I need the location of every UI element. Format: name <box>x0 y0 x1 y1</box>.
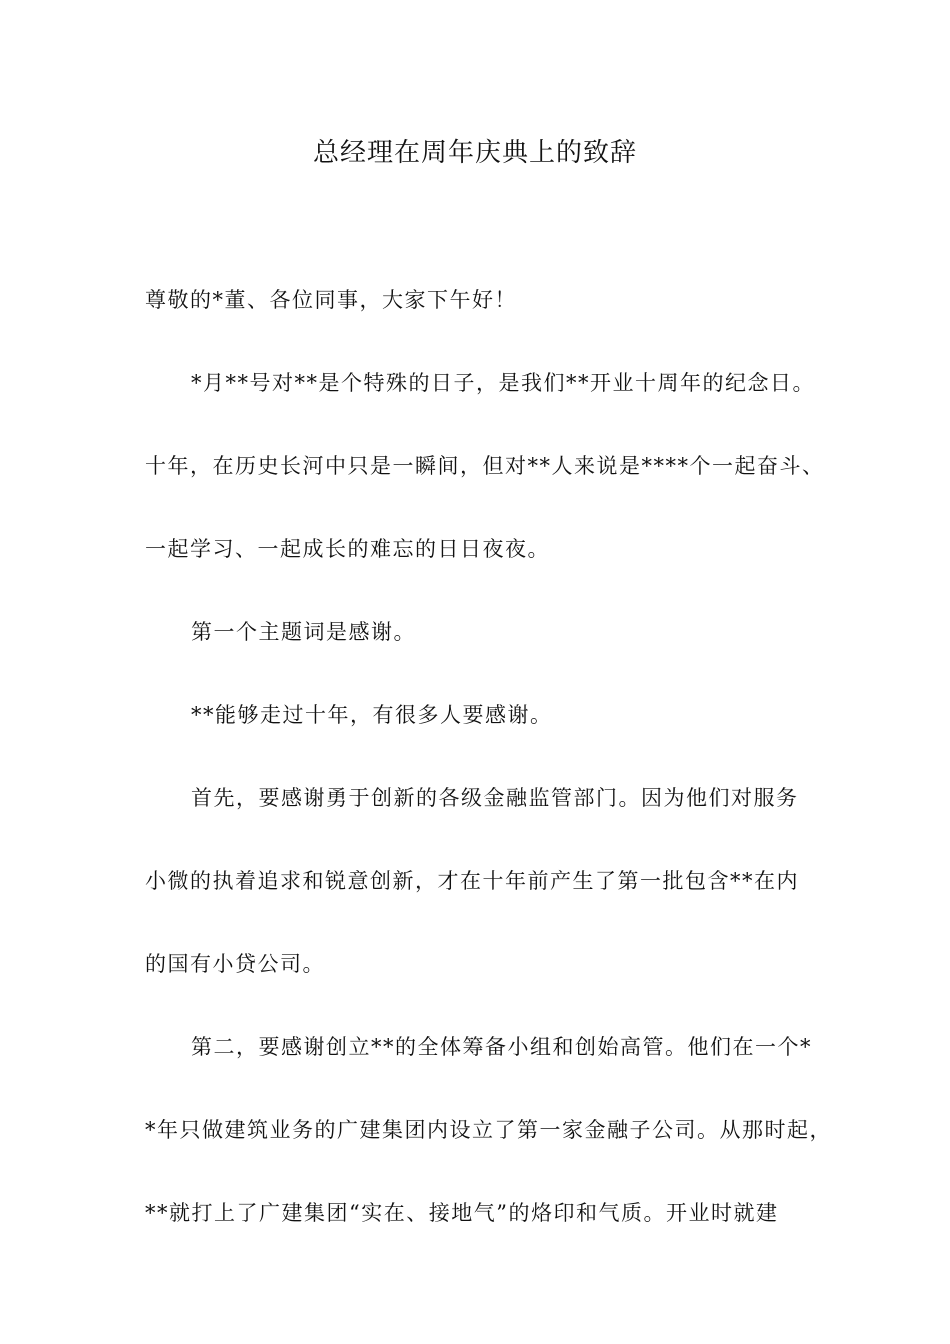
paragraph-line: **就打上了广建集团“实在、接地气”的烙印和气质。开业时就建 <box>145 1201 779 1225</box>
document-body <box>145 280 832 1276</box>
paragraph-line: 首先，要感谢勇于创新的各级金融监管部门。因为他们对服务 <box>191 786 799 810</box>
paragraph-line: 十年，在历史长河中只是一瞬间，但对**人来说是****个一起奋斗、 <box>145 454 825 478</box>
paragraph-line: 第二，要感谢创立**的全体筹备小组和创始高管。他们在一个* <box>191 1035 812 1059</box>
paragraph-line: *月**号对**是个特殊的日子，是我们**开业十周年的纪念日。 <box>191 371 815 395</box>
salutation-line: 尊敬的*董、各位同事，大家下午好！ <box>145 288 517 312</box>
paragraph-line: **能够走过十年，有很多人要感谢。 <box>191 703 553 727</box>
paragraph-line: 一起学习、一起成长的难忘的日日夜夜。 <box>145 537 550 561</box>
paragraph-line: *年只做建筑业务的广建集团内设立了第一家金融子公司。从那时起， <box>145 1118 832 1142</box>
paragraph-line: 的国有小贷公司。 <box>145 952 325 976</box>
paragraph-line: 第一个主题词是感谢。 <box>191 620 416 644</box>
paragraph-line: 小微的执着追求和锐意创新，才在十年前产生了第一批包含**在内 <box>145 869 799 893</box>
document-title: 总经理在周年庆典上的致辞 <box>312 138 637 168</box>
